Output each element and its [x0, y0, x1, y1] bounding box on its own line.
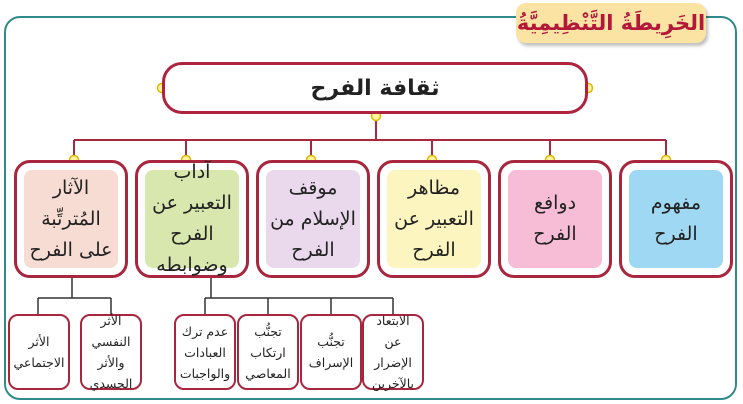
- category-label: مظاهر التعبير عن الفرح: [387, 170, 481, 268]
- category-label: موقف الإسلام من الفرح: [266, 170, 360, 268]
- category-islam-position: [256, 160, 370, 278]
- category-concept: [619, 160, 733, 278]
- category-effects: [14, 160, 128, 278]
- sub-item-avoid-harm: الابتعاد عن الإضرار بالآخرين: [362, 314, 424, 390]
- category-etiquette: [135, 160, 249, 278]
- sub-item-avoid-extravagance: تجنُّب الإسراف: [300, 314, 362, 390]
- category-label: آداب التعبير عن الفرح وضوابطه: [145, 170, 239, 268]
- category-label: دوافع الفرح: [508, 170, 602, 268]
- category-label: الآثار المُترتِّبة على الفرح: [24, 170, 118, 268]
- category-motives: [498, 160, 612, 278]
- diagram-title: الخَرِيطَةُ التَّنْظِيمِيَّةُ: [516, 3, 706, 43]
- root-node: ثقافة الفرح: [162, 62, 588, 114]
- sub-item-keep-worship: عدم ترك العبادات والواجبات: [174, 314, 236, 390]
- sub-item-psych-physical: الأثر النفسي والأثر الجسدي: [80, 314, 142, 390]
- category-expressions: [377, 160, 491, 278]
- sub-item-social: الأثر الاجتماعي: [8, 314, 70, 390]
- sub-item-avoid-sins: تجنُّب ارتكاب المعاصي: [237, 314, 299, 390]
- category-label: مفهوم الفرح: [629, 170, 723, 268]
